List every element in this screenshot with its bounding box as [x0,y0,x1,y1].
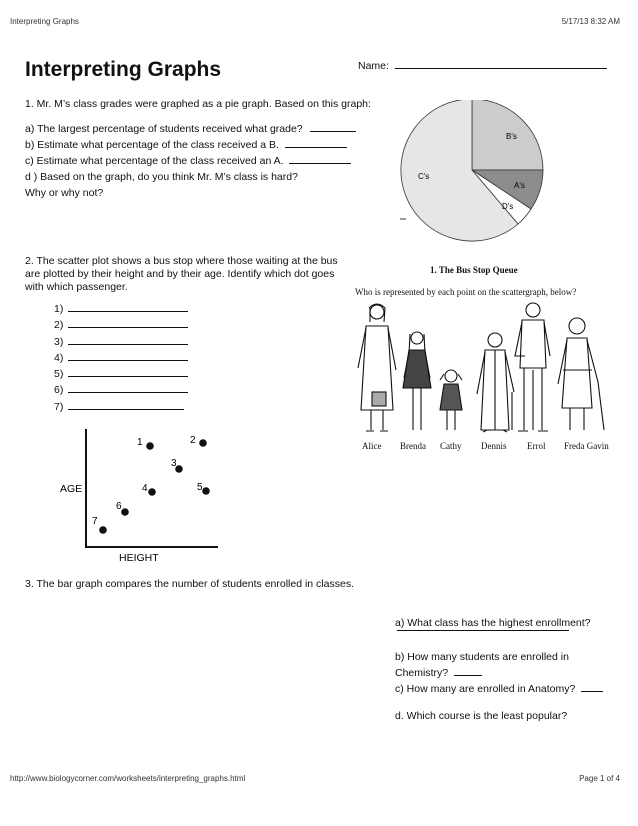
q2-blank[interactable] [68,392,188,393]
q2-answer-list [54,303,188,417]
print-header-timestamp: 5/17/13 8:32 AM [561,17,620,26]
q2-item-label: 4) [54,351,64,364]
q1-c-text: c) Estimate what percentage of the class received an A. [25,155,284,167]
q2-item-label: 3) [54,335,64,348]
q2-item-label: 7) [54,400,64,413]
q1-a-blank[interactable] [310,131,356,132]
scatter-point-5 [197,482,210,495]
q1-a-text: a) The largest percentage of students received what grade? [25,123,303,135]
scatter-point-label: 6 [116,501,122,512]
scatter-point-6 [116,501,129,516]
q2-item-label: 6) [54,384,64,397]
scatter-dot [99,526,107,534]
q2-blank[interactable] [68,409,184,410]
bus-name-errol: Errol [527,441,546,451]
bus-name-dennis: Dennis [481,441,507,451]
scatter-point-1 [137,437,154,450]
bus-name-alice: Alice [362,441,382,451]
scatter-point-label: 2 [190,435,196,446]
errol-figure [515,303,550,431]
q1-d: d ) Based on the graph, do you think Mr. M’s class is hard? [25,171,298,183]
scatter-point-3 [171,458,183,473]
q2-item [54,352,188,368]
q1-b [25,139,347,152]
name-label: Name: [358,60,389,72]
scatter-point-2 [190,435,207,447]
pie-label-ds: D's [502,202,514,211]
q2-blank[interactable] [68,344,188,345]
q3-b-line2 [395,667,482,680]
q2-item-label: 5) [54,368,64,381]
brenda-figure [403,332,431,430]
scatter-point-label: 3 [171,458,177,469]
q1-c [25,155,351,168]
age-height-scatter [50,425,225,570]
q2-item [54,336,188,352]
name-blank[interactable] [395,68,607,69]
q2-blank[interactable] [68,311,188,312]
q1-e: Why or why not? [25,187,104,199]
q2-intro: 2. The scatter plot shows a bus stop where those waiting at the bus are plotted by their height and by their age. Identify which dot goes with which passenger. [25,255,338,293]
q2-blank[interactable] [68,360,188,361]
q1-intro: 1. Mr. M’s class grades were graphed as a pie graph. Based on this graph: [25,98,371,110]
q3-c-blank[interactable] [581,691,603,692]
q2-item-label: 1) [54,303,64,315]
q3-c [395,683,603,696]
scatter-y-label: AGE [60,483,83,495]
q2-blank[interactable] [68,327,188,328]
q1-a [25,123,356,136]
q3-a-blank[interactable] [397,630,569,631]
print-footer-page: Page 1 of 4 [579,774,620,783]
cathy-figure [440,370,462,430]
q2-blank[interactable] [68,376,188,377]
scatter-point-label: 4 [142,483,148,494]
scatter-point-4 [142,483,156,496]
bus-queue-illustration [352,298,622,440]
scatter-dot [148,488,156,496]
print-footer-url[interactable]: http://www.biologycorner.com/worksheets/interpreting_graphs.html [10,774,246,783]
bus-figure-question: Who is represented by each point on the scattergraph, below? [355,287,577,297]
pie-label-cs: C's [418,172,430,181]
q2-item [54,319,188,335]
alice-figure [358,304,396,431]
scatter-point-label: 1 [137,437,143,448]
q3-b-blank[interactable] [454,675,482,676]
q1-b-blank[interactable] [285,147,347,148]
freda-gavin-figure [558,318,604,430]
q3-a: a) What class has the highest enrollment? [395,617,591,629]
q2-item [54,401,188,417]
q3-d: d. Which course is the least popular? [395,710,568,722]
q2-item [54,368,188,384]
print-header-title: Interpreting Graphs [10,17,79,26]
scatter-point-label: 5 [197,482,203,493]
q1-b-text: b) Estimate what percentage of the class received a B. [25,139,279,151]
scatter-dot [146,442,154,450]
bus-figure-heading: 1. The Bus Stop Queue [430,265,518,275]
scatter-dot [121,508,129,516]
scatter-x-label: HEIGHT [119,552,159,564]
scatter-point-7 [92,516,107,534]
page-title: Interpreting Graphs [25,58,222,81]
grades-pie-chart [392,100,552,250]
bus-name-freda-gavin: Freda Gavin [564,441,609,451]
q2-item [54,384,188,400]
q2-item-label: 2) [54,319,64,332]
q2-item [54,303,188,319]
bus-name-brenda: Brenda [400,441,426,451]
q3-b-text: Chemistry? [395,667,449,679]
q3-intro: 3. The bar graph compares the number of students enrolled in classes. [25,578,354,590]
q3-c-text: c) How many are enrolled in Anatomy? [395,683,576,695]
pie-label-as: A's [514,181,525,190]
bus-name-cathy: Cathy [440,441,462,451]
dennis-figure [477,333,514,432]
scatter-dot [199,439,207,447]
scatter-dot [202,487,210,495]
q1-c-blank[interactable] [289,163,351,164]
name-field[interactable] [358,60,607,73]
q3-b-line1: b) How many students are enrolled in [395,651,569,663]
pie-label-bs: B's [506,132,517,141]
scatter-point-label: 7 [92,516,98,527]
